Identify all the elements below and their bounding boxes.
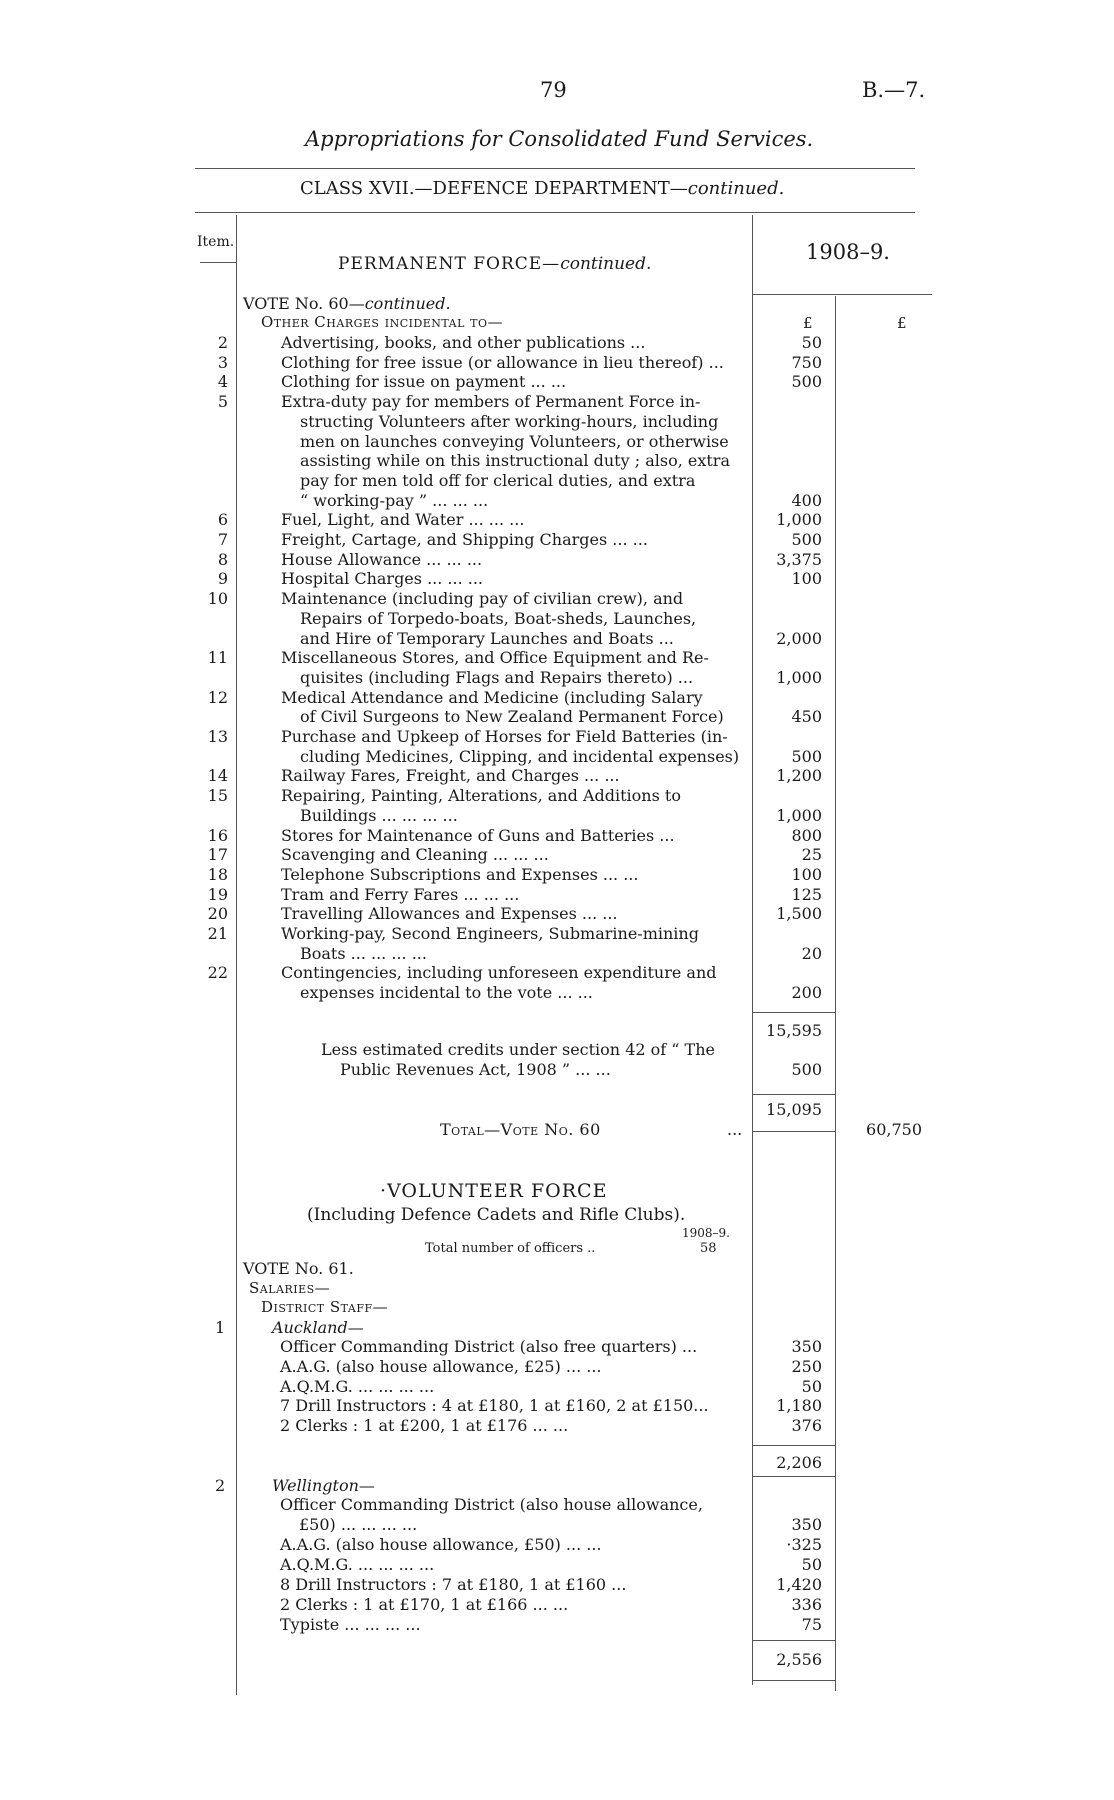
ledger-row bbox=[0, 747, 1114, 767]
ledger-row bbox=[0, 589, 1114, 609]
auckland-total: 2,206 bbox=[776, 1453, 822, 1472]
net-rule bbox=[752, 1094, 835, 1095]
title-rule bbox=[195, 168, 915, 169]
line-amount: 400 bbox=[791, 490, 822, 510]
line-amount: 125 bbox=[791, 884, 822, 904]
line-description: Buildings ... ... ... ... bbox=[300, 805, 458, 825]
wellington-total-rule bbox=[752, 1640, 835, 1641]
line-description: Boats ... ... ... ... bbox=[300, 943, 427, 963]
line-amount: 3,375 bbox=[776, 549, 822, 569]
line-description: structing Volunteers after working-hours, including bbox=[300, 411, 719, 431]
item-number: 13 bbox=[207, 727, 228, 746]
item-number: 4 bbox=[217, 372, 228, 392]
ledger-row bbox=[0, 1396, 1114, 1416]
line-description: Repairing, Painting, Alterations, and Additions to bbox=[281, 786, 681, 806]
line-amount: ·325 bbox=[786, 1535, 822, 1554]
salaries-heading: Salaries— bbox=[249, 1279, 331, 1297]
line-description: of Civil Surgeons to New Zealand Permanent Force) bbox=[300, 707, 724, 727]
vote-60-total-label: Total—Vote No. 60 bbox=[440, 1120, 601, 1139]
wellington-item-number: 2 bbox=[215, 1476, 226, 1495]
ledger-row bbox=[0, 707, 1114, 727]
ledger-row bbox=[0, 963, 1114, 983]
ledger-row bbox=[0, 826, 1114, 846]
vote-60-heading-main: VOTE No. 60— bbox=[243, 294, 365, 313]
line-description: Fuel, Light, and Water ... ... ... bbox=[281, 510, 525, 530]
wellington-heading: Wellington— bbox=[272, 1476, 375, 1495]
auckland-total-rule bbox=[752, 1445, 835, 1446]
ledger-row bbox=[0, 944, 1114, 964]
vote-60-heading bbox=[243, 294, 451, 313]
item-number: 8 bbox=[217, 549, 228, 569]
ledger-row bbox=[0, 786, 1114, 806]
year-head-rule bbox=[752, 294, 932, 295]
page-title: Appropriations for Consolidated Fund Services. bbox=[305, 127, 814, 151]
ledger-row bbox=[0, 1575, 1114, 1595]
volunteer-force-subheading: (Including Defence Cadets and Rifle Clubs). bbox=[307, 1205, 686, 1225]
ledger-row bbox=[0, 983, 1114, 1003]
line-description: Contingencies, including unforeseen expenditure and bbox=[281, 963, 717, 983]
year-header: 1908–9. bbox=[806, 240, 890, 264]
ledger-row bbox=[0, 1535, 1114, 1555]
item-number: 11 bbox=[207, 648, 228, 668]
line-description: Typiste ... ... ... ... bbox=[280, 1615, 421, 1634]
line-description: “ working-pay ” ... ... ... bbox=[300, 490, 489, 510]
item-number: 2 bbox=[217, 333, 228, 352]
ledger-row bbox=[0, 569, 1114, 589]
line-amount: 450 bbox=[791, 707, 822, 727]
item-number: 20 bbox=[207, 904, 228, 924]
item-number: 10 bbox=[207, 589, 228, 609]
line-description: Medical Attendance and Medicine (including Salary bbox=[281, 687, 703, 707]
line-description: 2 Clerks : 1 at £170, 1 at £166 ... ... bbox=[280, 1595, 569, 1614]
ledger-row bbox=[0, 1515, 1114, 1535]
ledger-row bbox=[0, 668, 1114, 688]
item-number: 3 bbox=[217, 352, 228, 372]
line-amount: 800 bbox=[791, 825, 822, 845]
section-heading-continued: continued. bbox=[560, 254, 652, 274]
line-amount: 50 bbox=[801, 1376, 822, 1396]
ledger-row bbox=[0, 491, 1114, 511]
line-description: Working-pay, Second Engineers, Submarine-mining bbox=[281, 924, 699, 943]
line-amount: 100 bbox=[791, 864, 822, 884]
class-line-continued: continued. bbox=[687, 178, 785, 199]
line-description: Advertising, books, and other publications ... bbox=[281, 333, 646, 352]
line-amount: 500 bbox=[791, 372, 822, 392]
total-rule bbox=[752, 1131, 835, 1132]
line-description: A.Q.M.G. ... ... ... ... bbox=[280, 1376, 435, 1396]
item-number: 9 bbox=[217, 569, 228, 589]
ledger-row bbox=[0, 865, 1114, 885]
document-reference: B.—7. bbox=[862, 78, 926, 102]
currency-symbol-right: £ bbox=[897, 314, 907, 332]
officers-year: 1908–9. bbox=[682, 1226, 730, 1240]
ledger-row bbox=[0, 806, 1114, 826]
vote-60-heading-continued: continued. bbox=[364, 294, 451, 313]
class-line bbox=[300, 178, 784, 199]
line-description: cluding Medicines, Clipping, and incidental expenses) bbox=[300, 746, 740, 766]
line-description: A.Q.M.G. ... ... ... ... bbox=[280, 1555, 435, 1574]
ledger-row bbox=[0, 392, 1114, 412]
vote-60-net: 15,095 bbox=[766, 1100, 822, 1119]
line-description: assisting while on this instructional duty ; also, extra bbox=[300, 451, 730, 471]
line-amount: 1,500 bbox=[776, 904, 822, 924]
ledger-row bbox=[0, 845, 1114, 865]
class-rule bbox=[195, 212, 915, 213]
ledger-row bbox=[0, 1416, 1114, 1436]
line-description: 2 Clerks : 1 at £200, 1 at £176 ... ... bbox=[280, 1416, 569, 1436]
item-number: 7 bbox=[217, 530, 228, 549]
vote-60-total-amount: 60,750 bbox=[866, 1120, 922, 1139]
line-amount: 1,000 bbox=[776, 510, 822, 530]
line-amount: 1,420 bbox=[776, 1575, 822, 1594]
auckland-heading: Auckland— bbox=[272, 1318, 364, 1337]
ledger-row bbox=[0, 1555, 1114, 1575]
officers-label: Total number of officers .. bbox=[425, 1241, 596, 1256]
vote-61-heading: VOTE No. 61. bbox=[243, 1259, 354, 1278]
line-description: Telephone Subscriptions and Expenses ... ... bbox=[281, 864, 639, 884]
ledger-row bbox=[0, 451, 1114, 471]
item-number: 14 bbox=[207, 766, 228, 786]
vote-60-subtotal: 15,595 bbox=[766, 1021, 822, 1040]
ledger-row bbox=[0, 471, 1114, 491]
line-amount: 75 bbox=[801, 1615, 822, 1634]
other-charges-heading: Other Charges incidental to— bbox=[261, 313, 504, 331]
ledger-row bbox=[0, 904, 1114, 924]
ledger-row bbox=[0, 372, 1114, 392]
less-credits-line-1: Less estimated credits under section 42 of “ The bbox=[321, 1040, 715, 1059]
ledger-row bbox=[0, 353, 1114, 373]
line-description: expenses incidental to the vote ... ... bbox=[300, 983, 593, 1003]
line-amount: 1,000 bbox=[776, 805, 822, 825]
item-number: 6 bbox=[217, 510, 228, 530]
wellington-total: 2,556 bbox=[776, 1650, 822, 1669]
class-line-main: CLASS XVII.—DEFENCE DEPARTMENT— bbox=[300, 178, 688, 199]
line-description: quisites (including Flags and Repairs thereto) ... bbox=[300, 667, 694, 687]
item-column-header: Item. bbox=[197, 234, 235, 250]
ledger-row bbox=[0, 885, 1114, 905]
line-amount: 750 bbox=[791, 352, 822, 372]
line-amount: 500 bbox=[791, 746, 822, 766]
vote-60-total-dots: ... bbox=[727, 1120, 743, 1139]
line-amount: 25 bbox=[801, 845, 822, 865]
ledger-row bbox=[0, 1615, 1114, 1635]
line-description: and Hire of Temporary Launches and Boats ... bbox=[300, 628, 674, 648]
line-description: Tram and Ferry Fares ... ... ... bbox=[281, 884, 520, 904]
line-amount: 50 bbox=[801, 1555, 822, 1574]
ledger-row bbox=[0, 766, 1114, 786]
line-description: pay for men told off for clerical duties, and extra bbox=[300, 470, 696, 490]
ledger-row bbox=[0, 648, 1114, 668]
ledger-row bbox=[0, 609, 1114, 629]
section-heading-main: PERMANENT FORCE— bbox=[338, 254, 561, 274]
line-description: Clothing for free issue (or allowance in lieu thereof) ... bbox=[281, 352, 724, 372]
line-description: Officer Commanding District (also free quarters) ... bbox=[280, 1337, 698, 1356]
line-amount: 2,000 bbox=[776, 628, 822, 648]
item-number: 19 bbox=[207, 884, 228, 904]
ledger-row bbox=[0, 550, 1114, 570]
line-amount: 200 bbox=[791, 983, 822, 1003]
ledger-row bbox=[0, 1595, 1114, 1615]
less-credits-amount: 500 bbox=[791, 1060, 822, 1079]
line-description: 7 Drill Instructors : 4 at £180, 1 at £160, 2 at £150... bbox=[280, 1396, 709, 1416]
line-description: men on launches conveying Volunteers, or otherwise bbox=[300, 431, 729, 451]
page-number: 79 bbox=[540, 78, 567, 102]
line-amount: 1,000 bbox=[776, 667, 822, 687]
line-amount: 350 bbox=[791, 1515, 822, 1534]
item-number: 21 bbox=[207, 924, 228, 943]
ledger-row bbox=[0, 412, 1114, 432]
ledger-row bbox=[0, 1337, 1114, 1357]
wellington-bottom-rule bbox=[752, 1680, 835, 1681]
line-description: 8 Drill Instructors : 7 at £180, 1 at £160 ... bbox=[280, 1575, 627, 1594]
line-amount: 350 bbox=[791, 1337, 822, 1356]
line-description: Clothing for issue on payment ... ... bbox=[281, 372, 567, 392]
auckland-bottom-rule bbox=[752, 1476, 835, 1477]
item-number: 18 bbox=[207, 864, 228, 884]
line-description: Repairs of Torpedo-boats, Boat-sheds, Launches, bbox=[300, 608, 697, 628]
line-description: House Allowance ... ... ... bbox=[281, 549, 483, 569]
line-description: Miscellaneous Stores, and Office Equipment and Re- bbox=[281, 648, 709, 668]
line-description: Travelling Allowances and Expenses ... ... bbox=[281, 904, 618, 924]
line-description: Railway Fares, Freight, and Charges ... ... bbox=[281, 766, 620, 786]
item-number: 15 bbox=[207, 786, 228, 806]
auckland-item-number: 1 bbox=[215, 1318, 226, 1337]
ledger-row bbox=[0, 530, 1114, 550]
ledger-row bbox=[0, 1495, 1114, 1515]
currency-symbol-left: £ bbox=[803, 314, 813, 332]
line-description: Extra-duty pay for members of Permanent Force in- bbox=[281, 392, 701, 412]
line-amount: 50 bbox=[801, 333, 822, 352]
ledger-row bbox=[0, 688, 1114, 708]
item-number: 17 bbox=[207, 845, 228, 865]
item-number: 5 bbox=[217, 392, 228, 412]
line-description: Scavenging and Cleaning ... ... ... bbox=[281, 845, 549, 865]
ledger-row bbox=[0, 1357, 1114, 1377]
section-heading bbox=[338, 254, 651, 274]
item-number: 22 bbox=[207, 963, 228, 983]
line-amount: 1,180 bbox=[776, 1396, 822, 1416]
line-amount: 376 bbox=[791, 1416, 822, 1436]
line-description: A.A.G. (also house allowance, £50) ... ... bbox=[280, 1535, 602, 1554]
line-description: Stores for Maintenance of Guns and Batteries ... bbox=[281, 825, 675, 845]
district-staff-heading: District Staff— bbox=[261, 1298, 389, 1316]
line-description: Freight, Cartage, and Shipping Charges ... ... bbox=[281, 530, 648, 549]
ledger-row bbox=[0, 924, 1114, 944]
line-description: Officer Commanding District (also house allowance, bbox=[280, 1495, 703, 1514]
line-amount: 20 bbox=[801, 943, 822, 963]
line-amount: 250 bbox=[791, 1356, 822, 1376]
line-amount: 100 bbox=[791, 569, 822, 589]
line-description: Purchase and Upkeep of Horses for Field Batteries (in- bbox=[281, 727, 728, 746]
less-credits-line-2: Public Revenues Act, 1908 ” ... ... bbox=[340, 1060, 611, 1079]
ledger-row bbox=[0, 727, 1114, 747]
item-number: 16 bbox=[207, 825, 228, 845]
line-amount: 1,200 bbox=[776, 766, 822, 786]
subtotal-rule bbox=[752, 1012, 835, 1013]
volunteer-force-heading: ·VOLUNTEER FORCE bbox=[380, 1180, 608, 1202]
ledger-row bbox=[0, 629, 1114, 649]
line-description: A.A.G. (also house allowance, £25) ... ... bbox=[280, 1356, 602, 1376]
line-amount: 336 bbox=[791, 1595, 822, 1614]
line-description: Maintenance (including pay of civilian crew), and bbox=[281, 589, 684, 609]
ledger-row bbox=[0, 333, 1114, 353]
officers-count: 58 bbox=[700, 1241, 717, 1256]
ledger-row bbox=[0, 432, 1114, 452]
line-description: Hospital Charges ... ... ... bbox=[281, 569, 484, 589]
ledger-row bbox=[0, 1377, 1114, 1397]
item-head-rule bbox=[200, 262, 236, 263]
item-number: 12 bbox=[207, 687, 228, 707]
ledger-row bbox=[0, 510, 1114, 530]
line-description: £50) ... ... ... ... bbox=[299, 1515, 418, 1534]
line-amount: 500 bbox=[791, 530, 822, 549]
